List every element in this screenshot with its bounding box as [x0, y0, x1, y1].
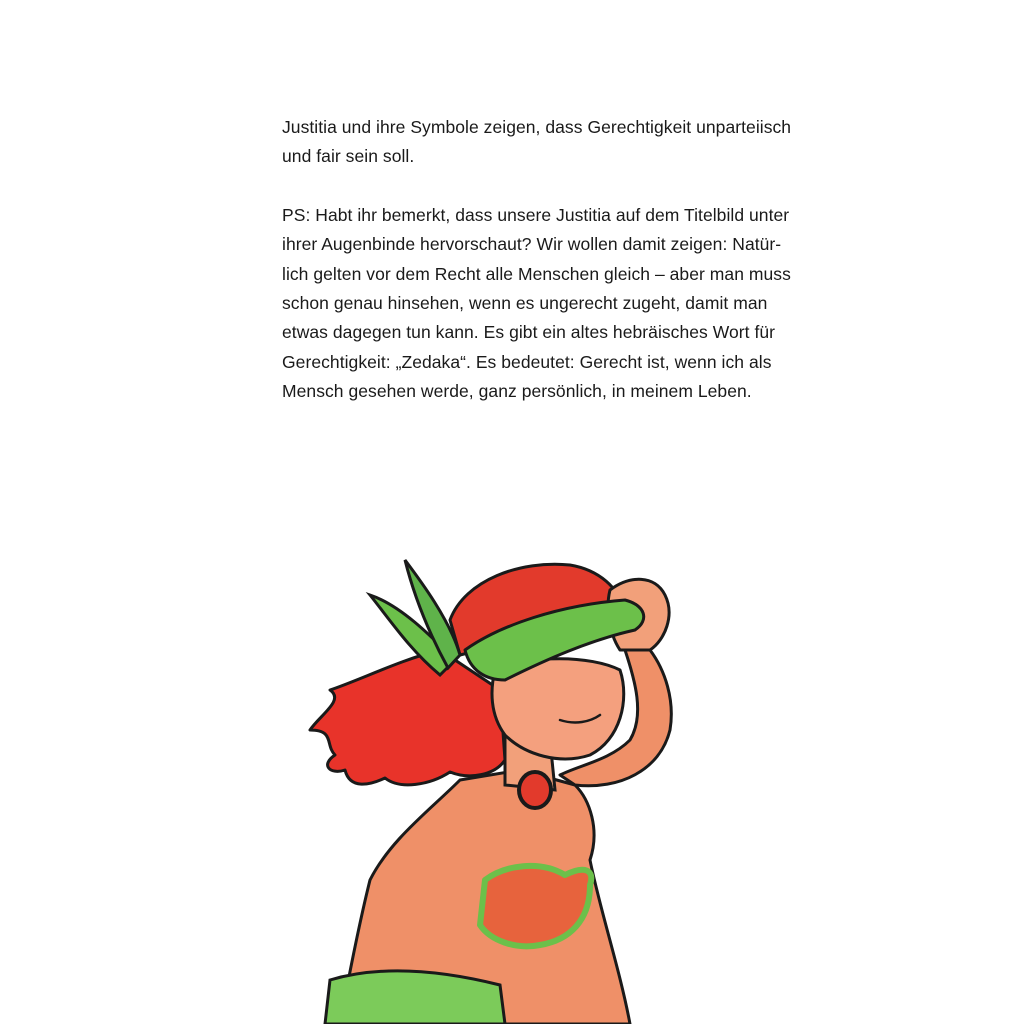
text-line: schon genau hinsehen, wenn es ungerecht zugeht, damit man	[282, 293, 768, 314]
body-text	[282, 113, 822, 407]
text-line: PS: Habt ihr bemerkt, dass unsere Justitia auf dem Titelbild unter	[282, 204, 790, 225]
necklace-pendant	[519, 772, 551, 808]
text-line: etwas dagegen tun kann. Es gibt ein altes hebräisches Wort für	[282, 322, 776, 343]
text-line: ihrer Augenbinde hervorschaut? Wir wollen damit zeigen: Natür-	[282, 234, 782, 255]
paragraph-postscript	[282, 201, 822, 407]
text-line: Mensch gesehen werde, ganz persönlich, in meinem Leben.	[282, 381, 752, 402]
text-line: und fair sein soll.	[282, 146, 415, 167]
paragraph-justitia-symbols	[282, 113, 822, 172]
green-sash	[325, 971, 505, 1024]
text-line: Justitia und ihre Symbole zeigen, dass Gerechtigkeit unparteiisch	[282, 117, 792, 137]
justitia-illustration	[290, 540, 730, 1024]
text-line: lich gelten vor dem Recht alle Menschen gleich – aber man muss	[282, 263, 791, 284]
text-line: Gerechtigkeit: „Zedaka“. Es bedeutet: Gerecht ist, wenn ich als	[282, 351, 772, 372]
paragraph-spacer	[282, 172, 822, 201]
